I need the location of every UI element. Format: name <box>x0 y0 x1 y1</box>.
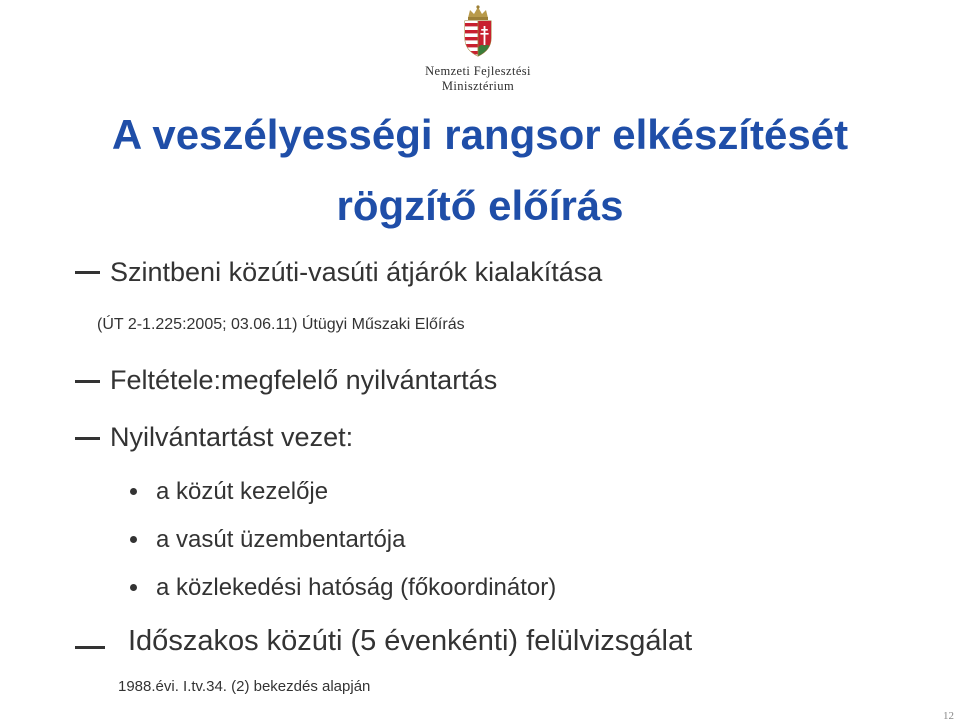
legal-footnote: 1988.évi. I.tv.34. (2) bekezdés alapján <box>118 678 371 695</box>
dash-bullet <box>75 646 105 649</box>
item-level1: Időszakos közúti (5 évenkénti) felülvizsgálat <box>128 625 693 657</box>
item-level1: Feltétele:megfelelő nyilvántartás <box>110 365 498 395</box>
slide-title-line2: rögzítő előírás <box>336 182 624 229</box>
dash-bullet <box>75 380 100 383</box>
item-reference: (ÚT 2-1.225:2005; 03.06.11) Útügyi Műszaki Előírás <box>97 316 465 333</box>
dot-bullet <box>130 488 137 495</box>
item-level1: Nyilvántartást vezet: <box>110 422 354 452</box>
sub-item: a közlekedési hatóság (főkoordinátor) <box>156 574 557 601</box>
item-level1: Szintbeni közúti-vasúti átjárók kialakítása <box>110 257 603 287</box>
slide-title-line1: A veszélyességi rangsor elkészítését <box>111 111 849 158</box>
sub-item: a közút kezelője <box>156 478 329 505</box>
sub-item: a vasút üzembentartója <box>156 526 406 553</box>
ministry-name-line2: Minisztérium <box>441 79 515 93</box>
ministry-name-line1: Nemzeti Fejlesztési <box>425 64 531 78</box>
coat-of-arms-icon <box>460 4 496 58</box>
dash-bullet <box>75 271 100 274</box>
dash-bullet <box>75 437 100 440</box>
dot-bullet <box>130 536 137 543</box>
ministry-logo <box>414 4 542 96</box>
page-number: 12 <box>943 710 954 722</box>
dot-bullet <box>130 584 137 591</box>
